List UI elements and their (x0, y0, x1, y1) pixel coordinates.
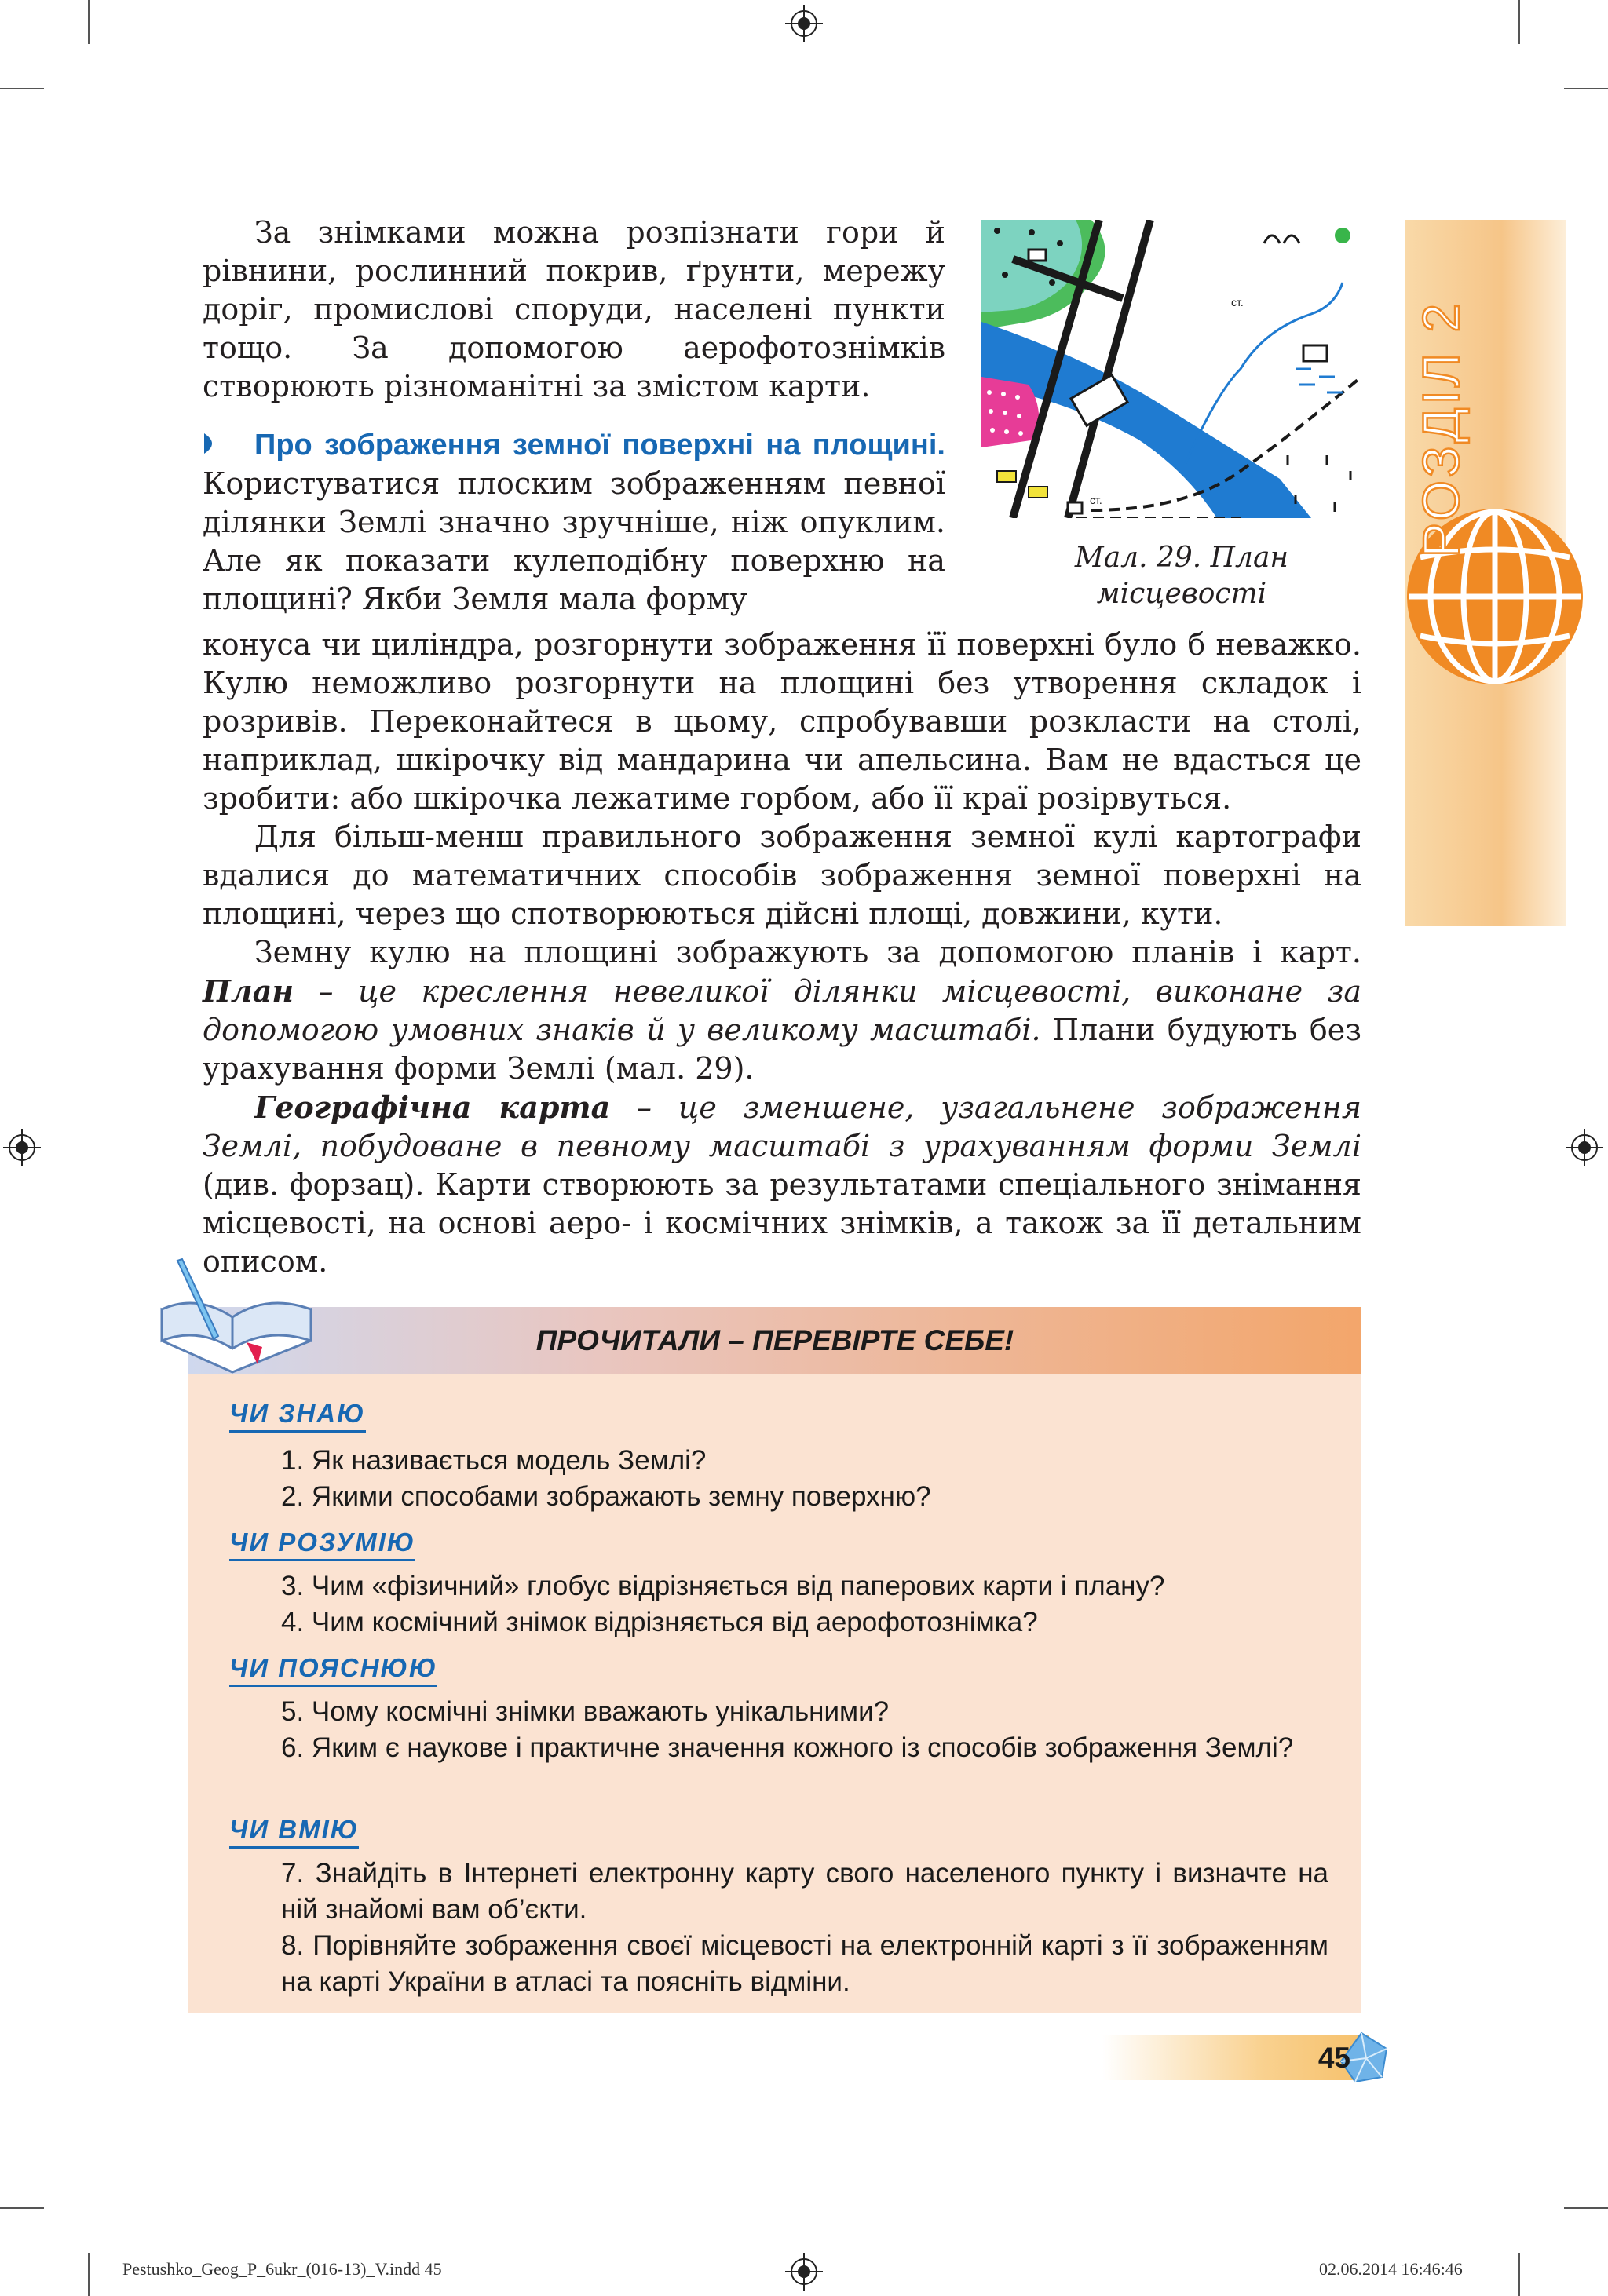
paragraph (203, 933, 1361, 1088)
category-heading: ЧИ ВМІЮ (229, 1815, 359, 1849)
map-label-station: ст. (1231, 296, 1244, 308)
intro-paragraph: За знімками можна розпізнати гори й рівнини, рослинний покрив, ґрунти, мережу доріг, промислові споруди, населені пункти тощо. За допомогою аерофотознімків створюють різноманітні за змістом карти. (203, 215, 945, 403)
crop-mark (0, 2207, 44, 2209)
main-text-block (203, 626, 1361, 1281)
paragraph-text: Земну кулю на площині зображують за допомогою планів і карт. (254, 935, 1361, 969)
registration-mark-icon (3, 1129, 41, 1166)
question-item: 7. Знайдіть в Інтернеті електронну карту свого населеного пункту і визначте на ній знайомі вам об’єкти. (281, 1858, 1328, 1925)
term-geographic-map: Географічна карта (254, 1090, 611, 1125)
question-item: 6. Яким є наукове і практичне значення кожного із способів зображення Землі? (281, 1732, 1294, 1763)
crop-mark (1564, 2207, 1608, 2209)
section-bullet-icon (203, 432, 220, 455)
figure-caption-line: місцевості (1096, 578, 1267, 610)
footer-timestamp: 02.06.2014 16:46:46 (1319, 2259, 1463, 2279)
section-block (203, 425, 945, 619)
page-number-bar (1102, 2031, 1409, 2083)
crop-mark (1564, 88, 1608, 89)
question-item: 1. Як називається модель Землі? (281, 1445, 707, 1476)
map-label-station: ст. (1090, 494, 1102, 506)
open-book-icon (154, 1254, 319, 1388)
question-item: 2. Якими способами зображають земну поверхню? (281, 1481, 931, 1512)
term-plan: План (203, 973, 294, 1009)
terrain-plan-map (981, 220, 1361, 518)
paragraph (203, 1088, 1361, 1281)
section-lead-text: Користуватися плоским зображенням певної ділянки Землі значно зручніше, ніж опуклим. Але як показати кулеподібну поверхню на площині? Якби Земля мала форму (203, 466, 945, 616)
section-heading: Про зображення земної поверхні на площині. (254, 429, 945, 462)
category-heading: ЧИ ПОЯСНЮЮ (229, 1653, 437, 1687)
definition-geographic-map: – це зменшене, узагальнене зображення Землі, побудоване в певному масштабі з урахуванням форми Землі (203, 1090, 1361, 1163)
definition-plan: – це креслення невеликої ділянки місцевості, виконане за допомогою умовних знаків й у великому масштабі. (203, 974, 1361, 1047)
crop-mark (1518, 2253, 1520, 2296)
section-paragraph (203, 425, 945, 619)
category-heading: ЧИ РОЗУМІЮ (229, 1528, 415, 1561)
question-item: 4. Чим космічний знімок відрізняється від аерофотознімка? (281, 1607, 1038, 1637)
figure-caption-line: Мал. 29. План (1074, 542, 1289, 574)
registration-mark-icon (1566, 1129, 1603, 1166)
intro-paragraph-block (203, 214, 945, 406)
question-item: 3. Чим «фізичний» глобус відрізняється від паперових карти і плану? (281, 1571, 1165, 1601)
page-number: 45 (1317, 2042, 1350, 2074)
review-title: ПРОЧИТАЛИ – ПЕРЕВІРТЕ СЕБЕ! (535, 1324, 1014, 1356)
paragraph: Для більш-менш правильного зображення земної кулі картографи вдалися до математичних способів зображення земної поверхні на площині, через що спотворюються дійсні площі, довжини, кути. (203, 819, 1361, 931)
crop-mark (88, 2253, 90, 2296)
question-item: 8. Порівняйте зображення своєї місцевості на електронній карті з її зображенням на карті України в атласі та поясніть відміни. (281, 1930, 1328, 1997)
crop-mark (88, 0, 90, 44)
paragraph-text: (див. форзац). Карти створюють за результатами спеціального знімання місцевості, на основі аеро- і космічних знімків, а також за її детальним описом. (203, 1167, 1361, 1279)
side-tab-text: РОЗДІЛ 2 (1412, 300, 1470, 557)
registration-mark-icon (785, 5, 823, 42)
paragraph: конуса чи циліндра, розгорнути зображення її поверхні було б неважко. Кулю неможливо розгорнути на площині без утворення складок і розривів. Переконайтеся в цьому, спробувавши розкласти на столі, наприклад, шкірочку від мандарина чи апельсина. Вам не вдасться це зробити: або шкірочка лежатиме горбом, або її краї розірвуться. (203, 627, 1361, 816)
crop-mark (0, 88, 44, 89)
figure-caption (1029, 540, 1335, 612)
question-item: 5. Чому космічні знімки вважають унікальними? (281, 1696, 890, 1727)
side-tab-label (1405, 228, 1481, 565)
registration-mark-icon (785, 2253, 823, 2291)
footer-file-name: Pestushko_Geog_P_6ukr_(016-13)_V.indd 45 (122, 2259, 442, 2279)
category-heading: ЧИ ЗНАЮ (229, 1399, 366, 1433)
paragraph-text: Плани будують без урахування форми Землі (мал. 29). (203, 1013, 1362, 1086)
crop-mark (1518, 0, 1520, 44)
